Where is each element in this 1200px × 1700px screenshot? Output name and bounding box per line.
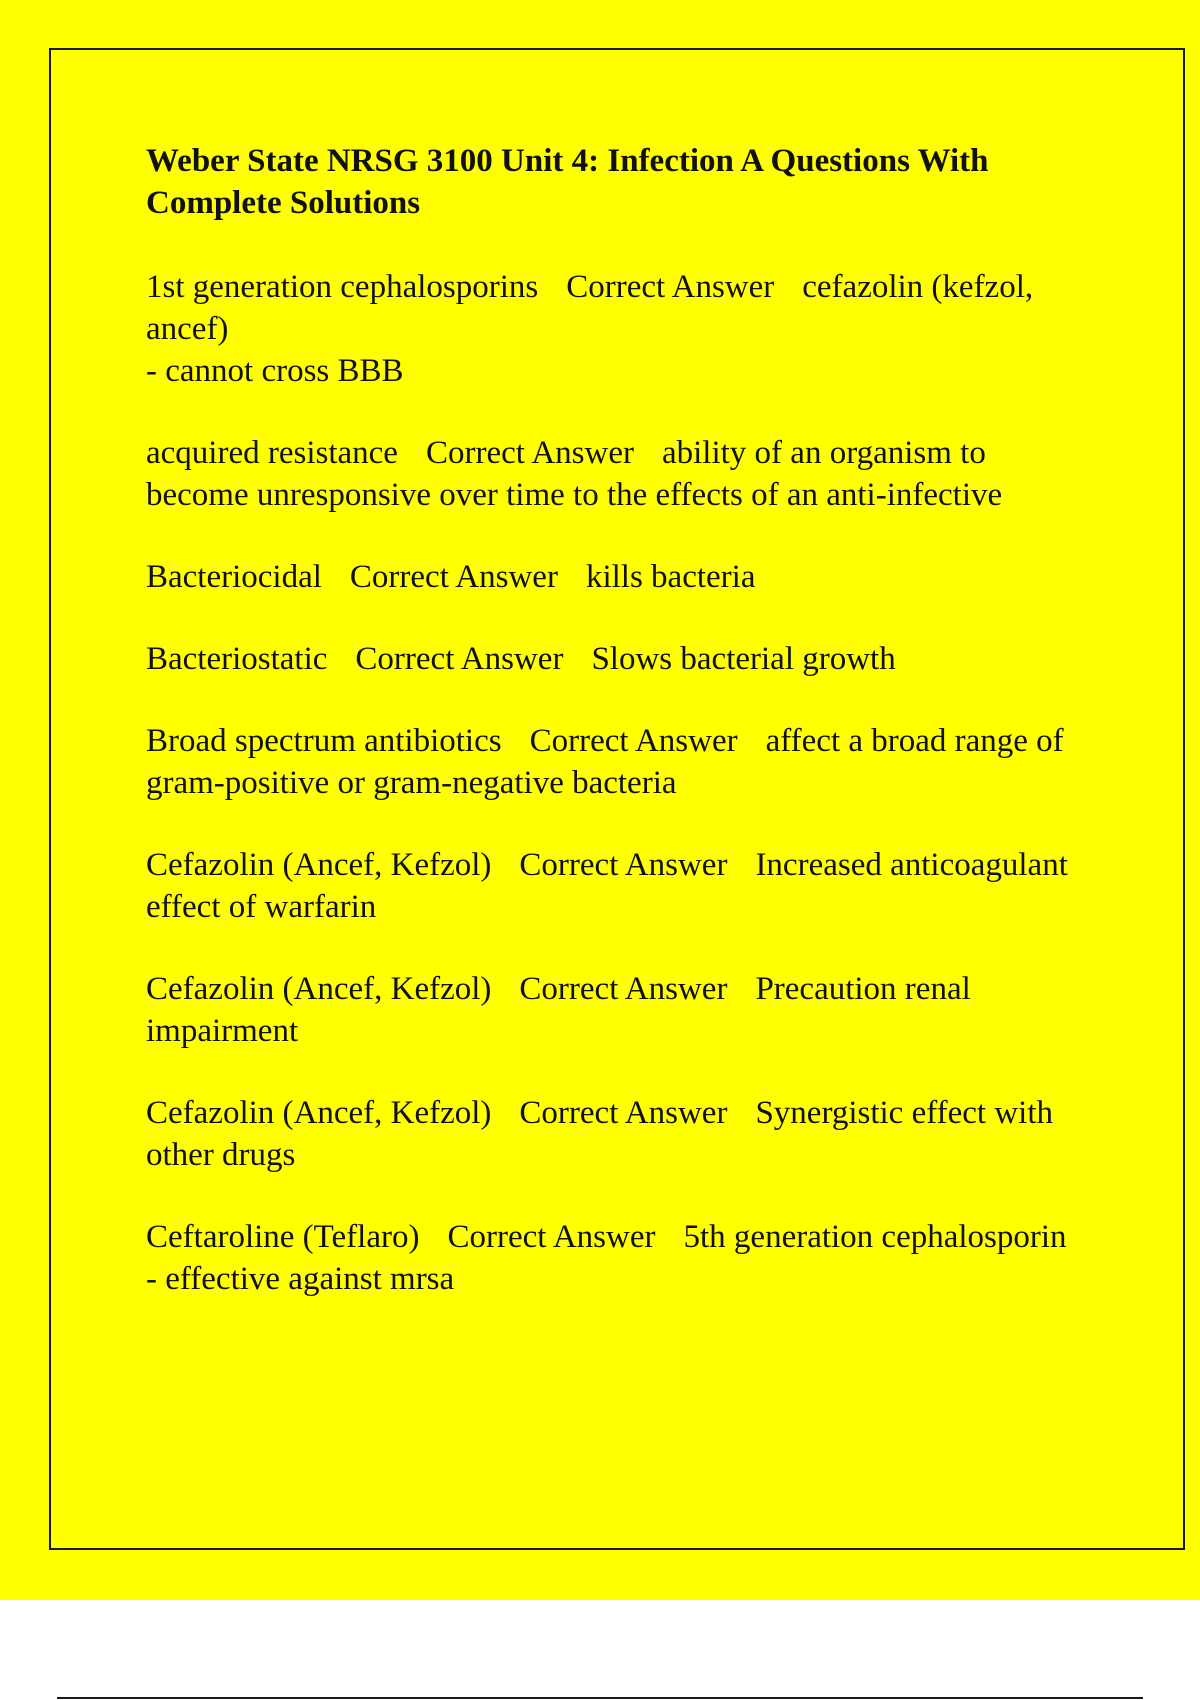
qa-answer-label: Correct Answer (566, 269, 775, 305)
qa-item (146, 1092, 1096, 1176)
qa-answer: cefazolin (kefzol, ancef) (146, 269, 1034, 347)
qa-term: Bacteriocidal (146, 559, 322, 595)
qa-answer-label: Correct Answer (447, 1219, 656, 1255)
qa-answer-label: Correct Answer (519, 971, 728, 1007)
qa-answer: ability of an organism to become unresponsive over time to the effects of an anti-infective (146, 435, 1003, 513)
qa-item (146, 720, 1096, 804)
qa-item (146, 968, 1096, 1052)
qa-answer: kills bacteria (585, 559, 756, 595)
qa-answer-label: Correct Answer (425, 435, 634, 471)
qa-answer-label: Correct Answer (519, 1095, 728, 1131)
qa-item (146, 844, 1096, 928)
qa-term: Broad spectrum antibiotics (146, 723, 502, 759)
qa-term: Bacteriostatic (146, 641, 328, 677)
qa-term: Ceftaroline (Teflaro) (146, 1219, 420, 1255)
qa-term: Cefazolin (Ancef, Kefzol) (146, 1095, 492, 1131)
qa-answer-label: Correct Answer (519, 847, 728, 883)
qa-term: 1st generation cephalosporins (146, 269, 539, 305)
qa-answer: Slows bacterial growth (591, 641, 896, 677)
qa-answer: Precaution renal impairment (146, 971, 971, 1049)
qa-term: acquired resistance (146, 435, 398, 471)
qa-note: - cannot cross BBB (146, 353, 404, 389)
document-title: Weber State NRSG 3100 Unit 4: Infection A Questions With Complete Solutions (146, 143, 989, 221)
qa-answer-label: Correct Answer (355, 641, 564, 677)
qa-answer: Synergistic effect with other drugs (146, 1095, 1053, 1173)
qa-item (146, 1216, 1096, 1300)
qa-term: Cefazolin (Ancef, Kefzol) (146, 971, 492, 1007)
document-body (146, 140, 1096, 1340)
qa-item (146, 432, 1096, 516)
footer-divider (57, 1697, 1143, 1699)
qa-answer-label: Correct Answer (349, 559, 558, 595)
qa-answer: Increased anticoagulant effect of warfarin (146, 847, 1068, 925)
qa-item (146, 638, 1096, 680)
qa-note: - effective against mrsa (146, 1261, 455, 1297)
qa-term: Cefazolin (Ancef, Kefzol) (146, 847, 492, 883)
qa-answer: affect a broad range of gram-positive or gram-negative bacteria (146, 723, 1064, 801)
qa-answer-label: Correct Answer (529, 723, 738, 759)
qa-answer: 5th generation cephalosporin (683, 1219, 1067, 1255)
qa-item (146, 556, 1096, 598)
qa-item (146, 266, 1096, 392)
